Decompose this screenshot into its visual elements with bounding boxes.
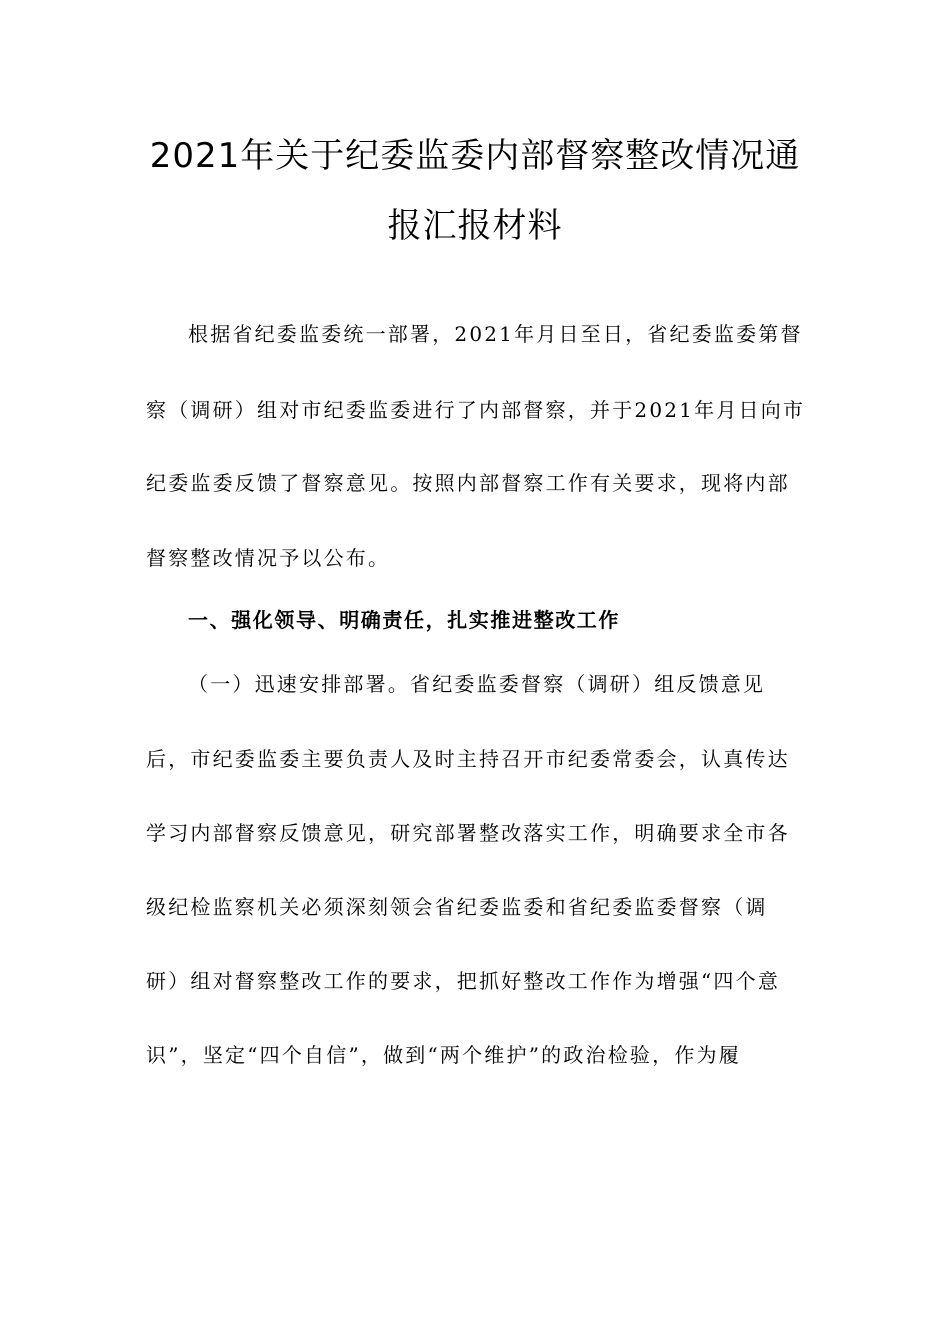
paragraph-line: 后，市纪委监委主要负责人及时主持召开市纪委常委会，认真传达 bbox=[146, 747, 790, 771]
document-title-line-2: 报汇报材料 bbox=[387, 206, 563, 246]
paragraph-line: 察（调研）组对市纪委监委进行了内部督察，并于2021年月日向市 bbox=[146, 398, 806, 422]
paragraph-line: 研）组对督察整改工作的要求，把抓好整改工作作为增强“四个意 bbox=[146, 969, 781, 993]
paragraph-line: 根据省纪委监委统一部署，2021年月日至日，省纪委监委第督 bbox=[188, 322, 803, 346]
document-title-line-1: 2021年关于纪委监委内部督察整改情况通 bbox=[149, 136, 801, 176]
paragraph-line: 督察整改情况予以公布。 bbox=[146, 546, 391, 570]
section-heading: 一、强化领导、明确责任，扎实推进整改工作 bbox=[188, 608, 620, 632]
paragraph-line: （一）迅速安排部署。省纪委监委督察（调研）组反馈意见 bbox=[188, 672, 766, 696]
paragraph-line: 级纪检监察机关必须深刻领会省纪委监委和省纪委监委督察（调 bbox=[146, 895, 768, 919]
paragraph-line: 识”，坚定“四个自信”，做到“两个维护”的政治检验，作为履 bbox=[146, 1043, 741, 1067]
paragraph-line: 纪委监委反馈了督察意见。按照内部督察工作有关要求，现将内部 bbox=[146, 471, 790, 495]
paragraph-line: 学习内部督察反馈意见，研究部署整改落实工作，明确要求全市各 bbox=[146, 821, 790, 845]
